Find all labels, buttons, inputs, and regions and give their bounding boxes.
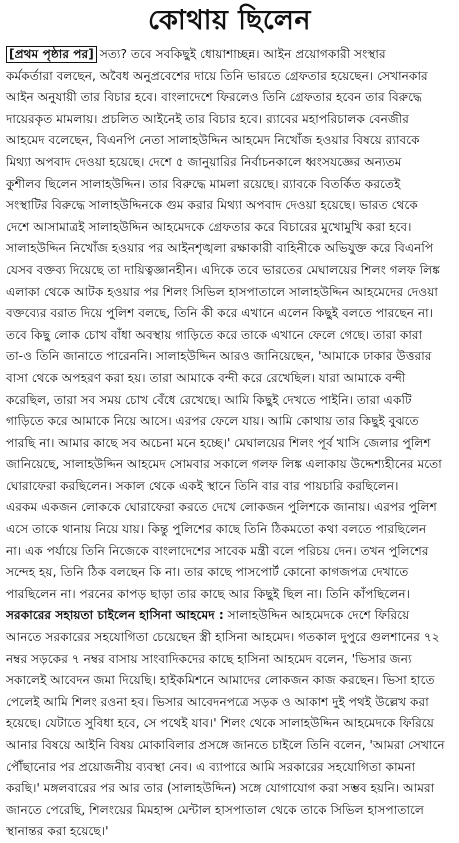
article-line-text: কর্মকর্তারা বলছেন, অবৈধ অনুপ্রবেশের দায়ে তিনি ভারতে গ্রেফতার হয়েছেন। সেখানকার bbox=[6, 68, 428, 83]
article-line-text: পেলেই আমি শিলং রওনা হব। ভিসার আবেদনপত্রে সড়ক ও আকাশ দুই পথই উল্লেখ করা bbox=[6, 694, 429, 709]
article-line bbox=[6, 130, 453, 152]
article-line-text: করছি।' মঙ্গলবারের পর আর তার (সালাহউদ্দিন) সঙ্গে যোগাযোগ করা সম্ভব হয়নি। আমরা bbox=[6, 781, 435, 796]
article-line bbox=[6, 217, 453, 239]
article-line-text: সকালেই আবেদন জমা দিয়েছি। হাইকমিশনে আমাদের লোকজন কাজ করছেন। ভিসা হাতে bbox=[6, 673, 435, 688]
article-line-text: আনতে সরকারের সহযোগিতা চেয়েছেন স্ত্রী হাসিনা আহমেদ। গতকাল দুপুরে গুলশানের ৭২ bbox=[6, 630, 440, 645]
article-line-text: না। এক পর্যায়ে তিনি নিজেকে বাংলাদেশের সাবেক মন্ত্রী বলে পরিচয় দেন। তখন পুলিশের bbox=[6, 543, 429, 558]
article-line-text: আনার বিষয়ে আইনি বিষয় মোকাবিলার প্রসঙ্গে জানতে চাইলে তিনি বলেন, 'আমরা সেখানে bbox=[6, 738, 445, 752]
article-line bbox=[6, 282, 453, 304]
article-line-text: যেসব বক্তব্য দিয়েছে তা দায়িত্বজ্ঞানহীন। এদিকে তবে ভারতের মেঘালয়ের শিলং গলফ লিঙ্ক bbox=[6, 262, 440, 277]
article-line bbox=[6, 368, 453, 390]
article-line bbox=[6, 476, 453, 498]
continuation-kicker: [প্রথম পৃষ্ঠার পর] bbox=[6, 46, 97, 63]
article-line bbox=[6, 433, 453, 455]
article-line-text: সংস্থাটির বিরুদ্ধে সালাহউদ্দিনকে গুম করার মিথ্যা অপবাদ দেওয়া হয়েছে। ভারত থেকে bbox=[6, 198, 418, 213]
article-line bbox=[6, 238, 453, 260]
article-line-text: এসে তাকে থানায় নিয়ে যায়। কিন্তু পুলিশের কাছে তিনি ঠিকমতো কথা বলতে পারছিলেন bbox=[6, 522, 427, 537]
article-line bbox=[6, 670, 453, 692]
article-line-text: নম্বর সড়কের ৭ নম্বর বাসায় সাংবাদিকদের কাছে হাসিনা আহমেদ বলেন, 'ভিসার জন্য bbox=[6, 651, 412, 666]
article-line-text: সত্য? তবে সবকিছুই ধোয়াশাচ্ছন্ন। আইন প্রয়োগকারী সংস্থার bbox=[99, 47, 386, 61]
article-line bbox=[6, 325, 453, 347]
article-line-text: এলাকা থেকে আটক হওয়ার পর শিলং সিভিল হাসপাতালে সালাহউদ্দিন আহমেদের দেওয়া bbox=[6, 284, 438, 299]
article-line-text: আহমেদ বলেছেন, বিএনপি নেতা সালাহউদ্দিন আহমেদ নিখোঁজ হওয়ার বিষয়ে র‌্যাবকে bbox=[6, 133, 420, 148]
article-line bbox=[6, 87, 453, 109]
article-line bbox=[6, 519, 453, 541]
article-line bbox=[6, 584, 453, 606]
article-headline: কোথায় ছিলেন bbox=[148, 5, 311, 36]
article-line bbox=[6, 44, 453, 66]
article-line bbox=[6, 195, 453, 217]
article-line-text: তা-ও তিনি জানাতে পারেননি। সালাহউদ্দিন আরও জানিয়েছেন, 'আমাকে ঢাকার উত্তরার bbox=[6, 349, 432, 364]
article-line-text: এরকম একজন লোককে ঘোরাফেরা করতে দেখে লোকজন পুলিশকে জানায়। এরপর পুলিশ bbox=[6, 500, 437, 515]
article-line-text: হয়েছে। যেটাতে সুবিধা হবে, সে পথেই যাব।' শিলং থেকে সালাহউদ্দিন আহমেদকে ফিরিয়ে bbox=[6, 716, 434, 731]
article-line-text: বক্তব্যের বরাত দিয়ে পুলিশ বলছে, তিনি কী করে এখানে এলেন কিছুই বলতে পারছেন না। bbox=[6, 306, 434, 321]
article-line bbox=[6, 152, 453, 174]
article-line bbox=[6, 627, 453, 649]
article-line bbox=[6, 757, 453, 779]
article-line bbox=[6, 109, 453, 131]
article-body bbox=[6, 44, 453, 843]
article-line-text: ঘোরাফেরা করছিলেন। সকাল থেকে একই স্থানে তিনি বার বার পায়চারি করছিলেন। bbox=[6, 478, 399, 493]
article-line-text: আইন অনুযায়ী তার বিচার হবে। বাংলাদেশে ফিরলেও তিনি গ্রেফতার হবেন তার বিরুদ্ধে bbox=[6, 90, 422, 105]
article-line bbox=[6, 562, 453, 584]
article-line-text: গাড়িতে করে আমাকে নিয়ে আসে। এরপর ফেলে যায়। আমি কোথায় তার কিছুই বুঝতে bbox=[6, 414, 419, 429]
section-subhead: সরকারের সহায়তা চাইলেন হাসিনা আহমেদ : bbox=[6, 608, 224, 623]
article-line-text: সন্দেহ হয়, তিনি ঠিক বলছেন কি না। তার কাছে পাসপোর্ট কোনো কাগজপত্র দেখাতে bbox=[6, 565, 409, 580]
article-line bbox=[6, 778, 453, 800]
article-line bbox=[6, 713, 453, 735]
article-line-text: মিথ্যা অপবাদ দেওয়া হয়েছে। দেশে ৫ জানুয়ারির নির্বাচনকালে ধ্বংসযজ্ঞের অন্যতম bbox=[6, 154, 402, 169]
article-line bbox=[6, 692, 453, 714]
article-line-text: সালাহউদ্দিন আহমেদকে দেশে ফিরিয়ে bbox=[227, 608, 410, 623]
article-line bbox=[6, 260, 453, 282]
article-line bbox=[6, 800, 453, 822]
article-line bbox=[6, 821, 453, 843]
article-line-text: সালাহউদ্দিন নিখোঁজ হওয়ার পর আইনশৃঙ্খলা রক্ষাকারী বাহিনীকে অভিযুক্ত করে বিএনপি bbox=[6, 241, 434, 256]
article-line bbox=[6, 174, 453, 196]
article-line-text: করেছিল, তারা সব সময় চোখ বেঁধে রেখেছে। আমি কিছুই দেখতে পাইনি। তারা একটি bbox=[6, 392, 412, 407]
article-line-text: বাসা থেকে অপহরণ করা হয়। তারা আমাকে বন্দী করে রেখেছিল। যারা আমাকে বন্দী bbox=[6, 370, 406, 385]
article-line-text: কুশীলব ছিলেন সালাহউদ্দিন। তার বিরুদ্ধে মামলা রয়েছে। র‌্যাবকে বিতর্কিত করতেই bbox=[6, 176, 401, 191]
article-line bbox=[6, 390, 453, 412]
article-line bbox=[6, 497, 453, 519]
article-line-text: জানতে পেরেছি, শিলংয়ের মিমহান্স মেন্টাল হাসপাতাল থেকে তাকে সিভিল হাসপাতালে bbox=[6, 802, 425, 817]
article-line-text: স্থানান্তর করা হয়েছে।' bbox=[6, 824, 109, 839]
article-line bbox=[6, 346, 453, 368]
article-line bbox=[6, 454, 453, 476]
article-line-text: দেশে আসামাত্রই সালাহউদ্দিন আহমেদকে গ্রেফতার করে বিচারের মুখোমুখি করা হবে। bbox=[6, 219, 412, 234]
article-line-text: তবে কিছু লোক চোখ বাঁধা অবস্থায় গাড়িতে করে তাকে এখানে ফেলে গেছে। তারা কারা bbox=[6, 327, 423, 342]
article-line-text: পারছিলেন না। পরনের কাপড় ছাড়া তার কাছে আর কিছুই ছিল না। তিনি কাঁপছিলেন। bbox=[6, 586, 411, 601]
article-line-text: জানিয়েছে, সালাহউদ্দিন আহমেদ সোমবার সকালে গলফ লিঙ্ক এলাকায় উদ্দেশ্যহীনের মতো bbox=[6, 457, 442, 472]
article-line bbox=[6, 605, 453, 627]
article-line bbox=[6, 735, 453, 757]
article-line-text: পৌঁছানোর পর প্রয়োজনীয় ব্যবস্থা নেব। এ ব্যাপারে আমি সরকারের সহযোগিতা কামনা bbox=[6, 759, 416, 774]
article-line bbox=[6, 303, 453, 325]
article-line bbox=[6, 66, 453, 88]
article-line-text: দায়েরকৃত মামলায়। প্রচলিত আইনেই তার বিচার হবে। র‌্যাবের মহাপরিচালক বেনজীর bbox=[6, 111, 409, 126]
article-line-text: পারছি না। আমার কাছে সব অচেনা মনে হচ্ছে।' মেঘালয়ের শিলং পূর্ব খাসি জেলার পুলিশ bbox=[6, 435, 431, 450]
article-line bbox=[6, 649, 453, 671]
article-line bbox=[6, 541, 453, 563]
article-line bbox=[6, 411, 453, 433]
